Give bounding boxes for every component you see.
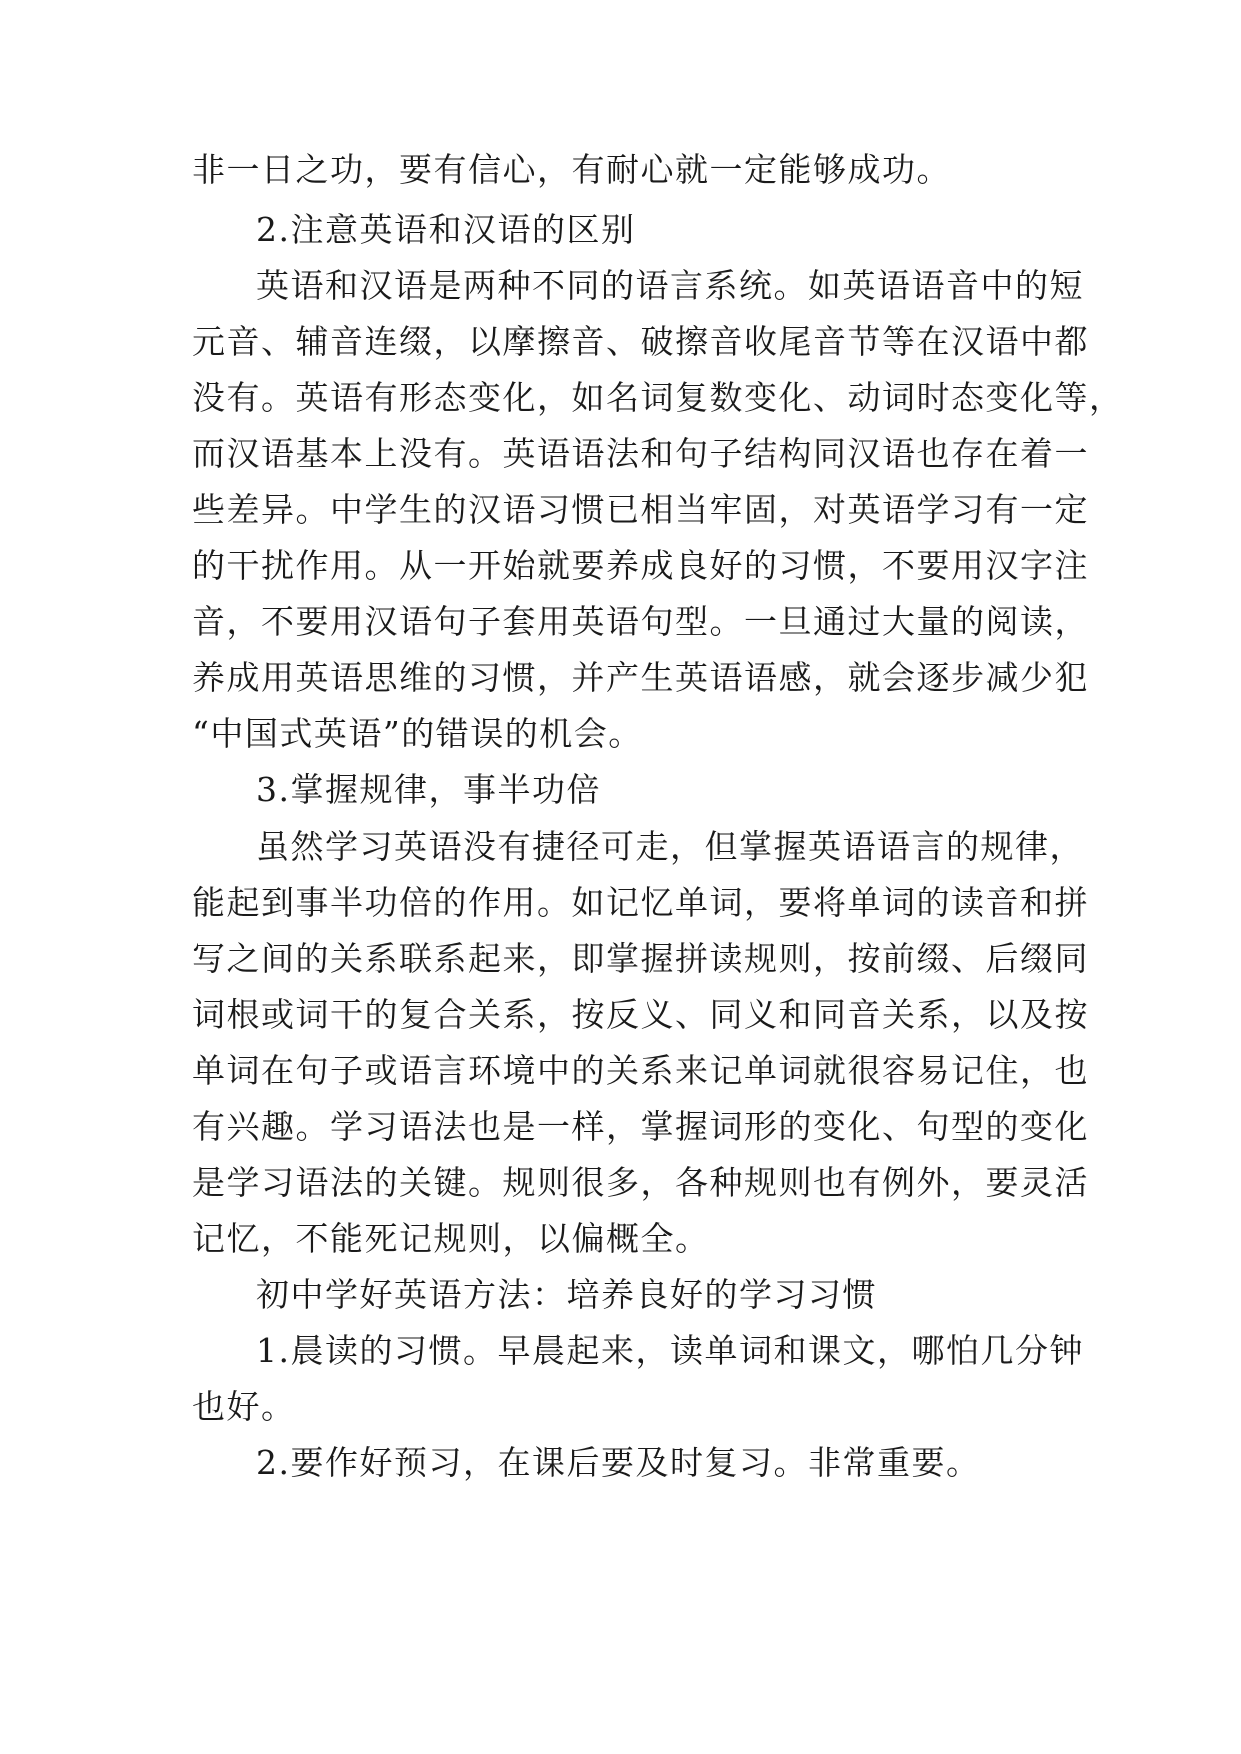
text-line: 英语和汉语是两种不同的语言系统。如英语语音中的短 <box>256 266 1084 305</box>
text-line: 些差异。中学生的汉语习惯已相当牢固，对英语学习有一定 <box>192 490 1089 529</box>
text-line: 养成用英语思维的习惯，并产生英语语感，就会逐步减少犯 <box>192 658 1089 697</box>
text-line: 词根或词干的复合关系，按反义、同义和同音关系，以及按 <box>192 995 1089 1034</box>
text-line: 记忆，不能死记规则，以偏概全。 <box>192 1219 710 1258</box>
text-line: 3.掌握规律，事半功倍 <box>256 770 601 809</box>
text-line: “中国式英语”的错误的机会。 <box>192 714 643 753</box>
text-line: 能起到事半功倍的作用。如记忆单词，要将单词的读音和拼 <box>192 883 1089 922</box>
text-line: 也好。 <box>192 1387 296 1426</box>
text-line: 元音、辅音连缀，以摩擦音、破擦音收尾音节等在汉语中都 <box>192 322 1089 361</box>
text-line: 音，不要用汉语句子套用英语句型。一旦通过大量的阅读， <box>192 602 1089 641</box>
text-line: 的干扰作用。从一开始就要养成良好的习惯，不要用汉字注 <box>192 546 1089 585</box>
text-line: 虽然学习英语没有捷径可走，但掌握英语语言的规律， <box>256 827 1084 866</box>
text-line: 初中学好英语方法：培养良好的学习习惯 <box>256 1275 877 1314</box>
text-line: 写之间的关系联系起来，即掌握拼读规则，按前缀、后缀同 <box>192 939 1089 978</box>
text-line: 1.晨读的习惯。早晨起来，读单词和课文，哪怕几分钟 <box>256 1331 1084 1370</box>
text-line: 没有。英语有形态变化，如名词复数变化、动词时态变化等， <box>192 378 1124 417</box>
text-line: 有兴趣。学习语法也是一样，掌握词形的变化、句型的变化 <box>192 1107 1089 1146</box>
text-line: 2.注意英语和汉语的区别 <box>256 210 636 249</box>
text-line: 而汉语基本上没有。英语语法和句子结构同汉语也存在着一 <box>192 434 1089 473</box>
text-line: 2.要作好预习，在课后要及时复习。非常重要。 <box>256 1443 981 1482</box>
text-line: 是学习语法的关键。规则很多，各种规则也有例外，要灵活 <box>192 1163 1089 1202</box>
text-line: 单词在句子或语言环境中的关系来记单词就很容易记住，也 <box>192 1051 1089 1090</box>
text-line: 非一日之功，要有信心，有耐心就一定能够成功。 <box>192 150 951 189</box>
